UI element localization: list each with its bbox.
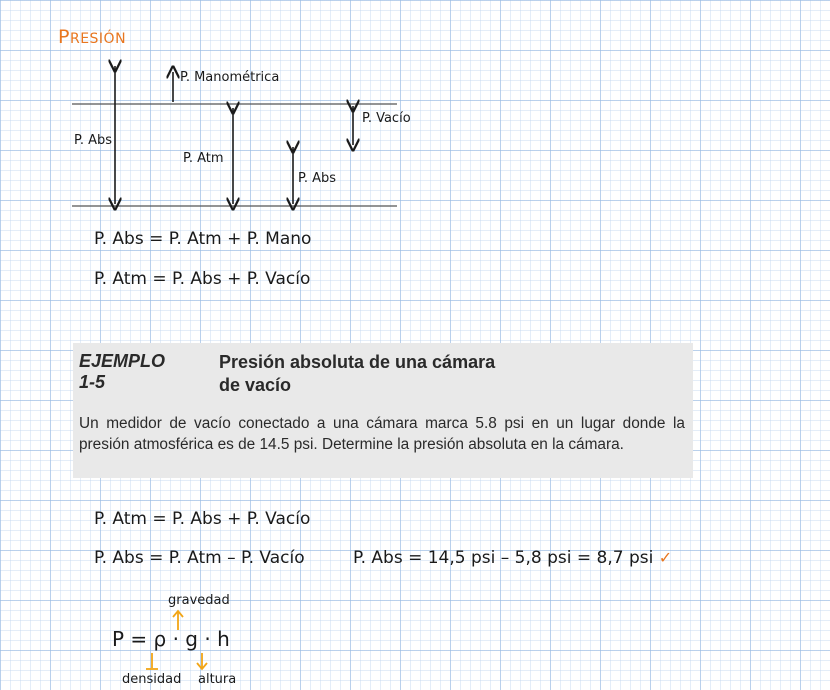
check-icon: ✓ — [658, 548, 673, 567]
equation-atm-abs-vacio: P. Atm = P. Abs + P. Vacío — [94, 269, 311, 289]
example-label: EJEMPLO 1-5 — [79, 351, 166, 392]
example-title: Presión absoluta de una cámara de vacío — [219, 352, 496, 395]
formula-pressure: P = ρ · g · h — [112, 627, 230, 651]
solution-equation-atm: P. Atm = P. Abs + P. Vacío — [94, 509, 311, 529]
result-text: P. Abs = 14,5 psi – 5,8 psi = 8,7 psi — [353, 548, 654, 568]
label-p-abs-right: P. Abs — [298, 171, 336, 186]
solution-equation-abs: P. Abs = P. Atm – P. Vacío — [94, 548, 305, 568]
label-p-manometrica: P. Manométrica — [180, 70, 280, 85]
equation-abs-atm-mano: P. Abs = P. Atm + P. Mano — [94, 229, 312, 249]
label-gravedad: gravedad — [168, 593, 230, 608]
label-densidad: densidad — [122, 672, 182, 687]
example-statement: Un medidor de vacío conectado a una cámara marca 5.8 psi en un lugar donde la presión atmosférica es de 14.5 psi. Determine la presión absoluta en la cámara. — [79, 415, 685, 453]
label-p-atm: P. Atm — [183, 151, 224, 166]
label-p-vacio: P. Vacío — [362, 111, 411, 126]
title-initial: P — [58, 26, 70, 48]
label-altura: altura — [198, 672, 237, 687]
title-rest: RESIÓN — [69, 31, 127, 47]
label-p-abs-left: P. Abs — [74, 133, 112, 148]
